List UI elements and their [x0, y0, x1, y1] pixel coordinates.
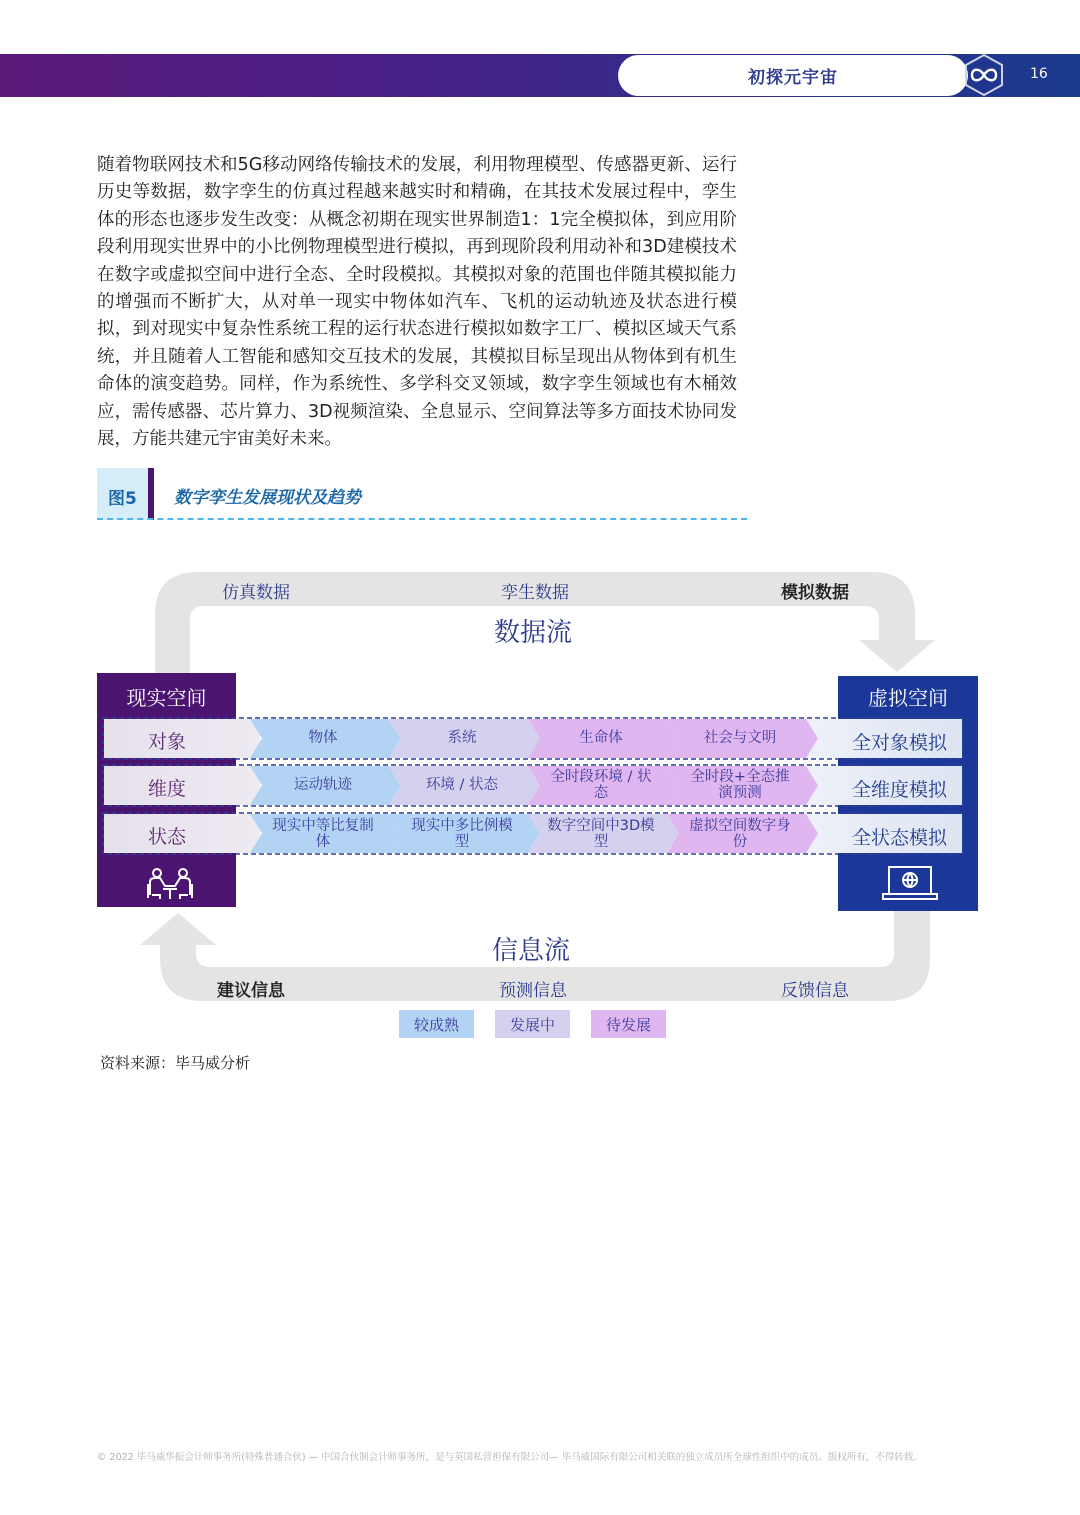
flow-label-twin-data: 孪生数据	[501, 583, 569, 603]
cell-state-scale-model: 现实中多比例模型	[411, 818, 513, 850]
legend-pending	[591, 1010, 666, 1038]
cell-state-replica: 现实中等比复制体	[272, 818, 374, 850]
row-label-object: 对象	[148, 731, 187, 753]
source-note: 资料来源：毕马威分析	[100, 1054, 251, 1072]
real-space-header: 现实空间	[126, 686, 207, 710]
legend-label-developing: 发展中	[509, 1015, 555, 1034]
flow-label-forecast-info: 预测信息	[499, 981, 567, 1001]
page-number: 16	[1030, 66, 1048, 82]
row-result-full-state: 全状态模拟	[852, 827, 948, 849]
cell-object-thing: 物体	[308, 730, 338, 746]
cell-dimension-fulltime: 全时段环境 / 状态	[550, 769, 652, 801]
row-result-full-dimension: 全维度模拟	[852, 779, 948, 801]
body-paragraph: 随着物联网技术和5G移动网络传输技术的发展，利用物理模型、传感器更新、运行历史等数据，数字孪生的仿真过程越来越实时和精确，在其技术发展过程中，孪生体的形态也逐步发生改变：从概念初期在现实世界制造1：1完全模拟体，到应用阶段利用现实世界中的小比例物理模型进行模拟，再到现阶段利用动补和3D建模技术在数字或虚拟空间中进行全态、全时段模拟。其模拟对象的范围也伴随其模拟能力的增强而不断扩大，从对单一现实中物体如汽车、飞机的运动轨迹及状态进行模拟，到对现实中复杂性系统工程的运行状态进行模拟如数字工厂、模拟区域天气系统，并且随着人工智能和感知交互技术的发展，其模拟目标呈现出从物体到有机生命体的演变趋势。同样，作为系统性、多学科交叉领域，数字孪生领域也有木桶效应，需传感器、芯片算力、3D视频渲染、全息显示、空间算法等多方面技术协同发展，方能共建元宇宙美好未来。	[97, 155, 737, 450]
row-result-full-object: 全对象模拟	[852, 732, 948, 754]
footer-copyright: © 2022 毕马威华振会计师事务所(特殊普通合伙) — 中国合伙制会计师事务所，是与英国私营担保有限公司— 毕马威国际有限公司相关联的独立成员所全球性组织中的成员。版权所有，不得转载。	[97, 1452, 923, 1463]
cell-state-digital-id: 虚拟空间数字身份	[689, 818, 791, 850]
row-label-dimension: 维度	[148, 778, 187, 800]
cell-object-system: 系统	[447, 730, 477, 746]
cell-dimension-trajectory: 运动轨迹	[294, 777, 352, 793]
data-flow-title: 数据流	[494, 618, 573, 648]
cell-object-society: 社会与文明	[703, 730, 777, 746]
cell-dimension-forecast: 全时段+全态推演预测	[690, 769, 790, 801]
row-label-state: 状态	[148, 826, 187, 848]
flow-label-simulation-data: 仿真数据	[222, 583, 290, 603]
header-title: 初探元宇宙	[618, 55, 968, 96]
virtual-space-header: 虚拟空间	[868, 686, 948, 710]
legend-mature	[399, 1010, 474, 1038]
flow-label-advice-info: 建议信息	[217, 981, 285, 1001]
cell-state-3d-model: 数字空间中3D模型	[547, 818, 655, 850]
figure-number: 图5	[108, 489, 137, 509]
flow-label-model-data: 模拟数据	[781, 583, 849, 603]
flow-label-feedback-info: 反馈信息	[781, 981, 849, 1001]
legend-label-mature: 较成熟	[413, 1015, 459, 1034]
cell-object-life: 生命体	[579, 730, 623, 746]
info-flow-title: 信息流	[492, 936, 571, 966]
figure-title: 数字孪生发展现状及趋势	[174, 488, 361, 508]
legend-label-pending: 待发展	[605, 1015, 651, 1034]
cell-dimension-environment: 环境 / 状态	[425, 777, 499, 793]
legend-developing	[495, 1010, 570, 1038]
